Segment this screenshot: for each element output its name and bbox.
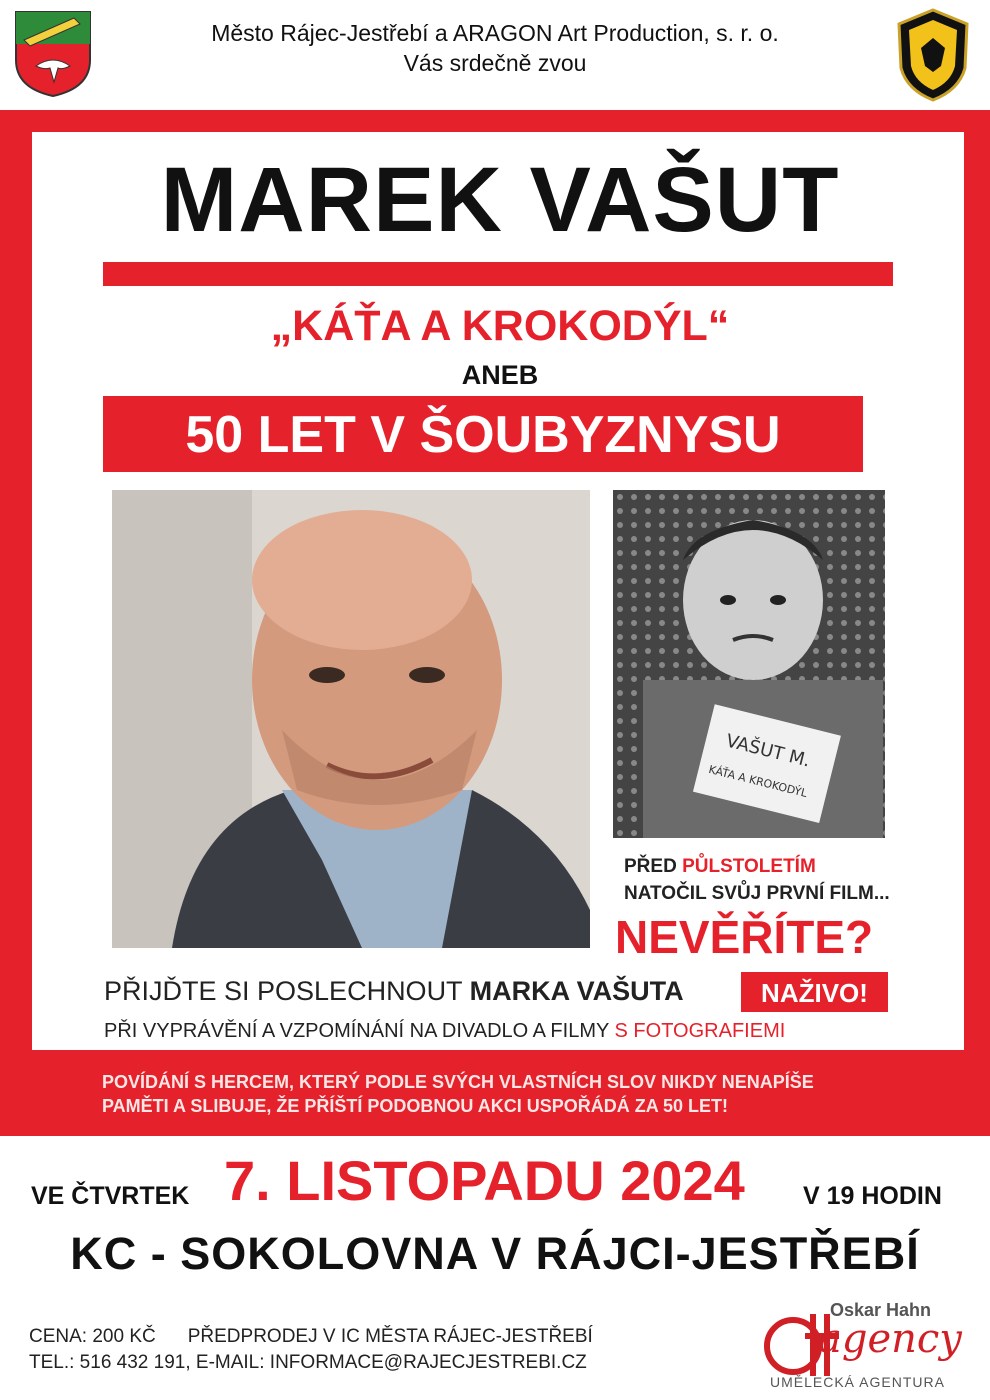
performer-name: MAREK VAŠUT [160, 149, 840, 251]
description-line1: POVÍDÁNÍ S HERCEM, KTERÝ PODLE SVÝCH VLASTNÍCH SLOV NIKDY NENAPÍŠE [102, 1072, 814, 1092]
invite-prefix: PŘIJĎTE SI POSLECHNOUT [104, 976, 470, 1006]
teaser-line1 [624, 856, 816, 878]
event-time: V 19 HODIN [803, 1182, 942, 1210]
price-line [29, 1326, 593, 1348]
aragon-seal-logo [893, 8, 973, 102]
description-block [102, 1070, 922, 1118]
aragon-seal-icon [893, 8, 973, 102]
event-day: VE ČTVRTEK [31, 1182, 190, 1210]
agency-subtitle: UMĚLECKÁ AGENTURA [770, 1374, 945, 1390]
aneb-label: ANEB [461, 360, 539, 390]
teaser-prefix: PŘED [624, 856, 683, 877]
teaser-line2: NATOČIL SVŮJ PRVNÍ FILM... [624, 883, 890, 904]
invite-line [104, 976, 684, 1007]
invitation-line: Vás srdečně zvou [403, 50, 587, 76]
kid-sign-line2: KÁŤA A KROKODÝL [707, 762, 809, 801]
teaser-question: NEVĚŘÍTE? [615, 911, 874, 963]
invite-details-highlight: S FOTOGRAFIEMI [614, 1020, 786, 1042]
childhood-photo [613, 490, 885, 838]
portrait-illustration [112, 490, 590, 948]
price: CENA: 200 KČ [29, 1326, 156, 1347]
kid-sign-line1: VAŠUT M. [723, 730, 813, 772]
description-line2: PAMĚTI A SLIBUJE, ŽE PŘÍŠTÍ PODOBNOU AKCI USPOŘÁDÁ ZA 50 LET! [102, 1096, 729, 1116]
event-date: 7. LISTOPADU 2024 [224, 1149, 745, 1212]
date-row [0, 1148, 990, 1218]
teaser-highlight: PŮLSTOLETÍM [682, 856, 816, 877]
show-subtitle: „KÁŤA A KROKODÝL“ [270, 302, 730, 350]
agency-word: agency [818, 1316, 962, 1362]
town-crest-logo [14, 10, 92, 98]
invite-details [104, 1020, 785, 1043]
contact-line: TEL.: 516 432 191, E-MAIL: INFORMACE@RAJECJESTREBI.CZ [29, 1352, 587, 1373]
live-badge: NAŽIVO! [741, 972, 888, 1012]
childhood-illustration [613, 490, 885, 838]
presale-info: PŘEDPRODEJ V IC MĚSTA RÁJEC-JESTŘEBÍ [187, 1326, 593, 1347]
organizer-line: Město Rájec-Jestřebí a ARAGON Art Production, s. r. o. [211, 20, 779, 46]
show-banner: 50 LET V ŠOUBYZNYSU [103, 396, 863, 472]
invite-name: MARKA VAŠUTA [469, 976, 684, 1006]
red-divider [103, 262, 893, 286]
agency-name: Oskar Hahn [830, 1300, 932, 1320]
event-venue: KC - SOKOLOVNA V RÁJCI-JESTŘEBÍ [70, 1228, 920, 1279]
performer-portrait-photo [112, 490, 590, 948]
invite-details-prefix: PŘI VYPRÁVĚNÍ A VZPOMÍNÁNÍ NA DIVADLO A FILMY [104, 1020, 615, 1042]
